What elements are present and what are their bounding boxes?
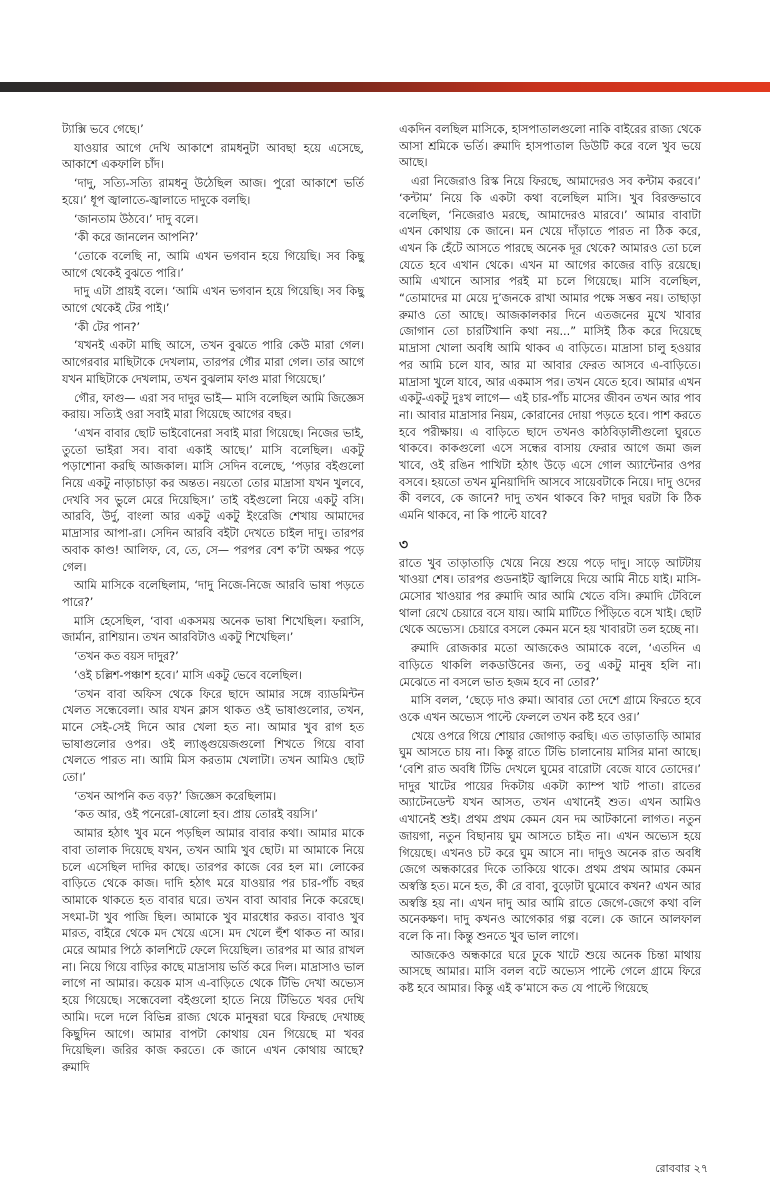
paragraph: ‘দাদু, সত্যি-সত্যি রামধনু উঠেছিল আজ। পুরো আকাশে ভর্তি হয়ে।’ ধূপ জ্বালাতে-জ্বালাতে দাদুকে বলছি।: [62, 177, 364, 207]
paragraph: খেয়ে ওপরে গিয়ে শোয়ার জোগাড় করছি। এত তাড়াতাড়ি আমার ঘুম আসতে চায় না। কিন্তু রাতে টিভি চালানোয় মাসির মানা আছে। ‘বেশি রাত অবধি টিভি দেখলে ঘুমের বারোটা বেজে যাবে তোদের।’ দাদুর খাটের পায়ের দিকটায় একটা ক্যাম্প খাট পাতা। রাতের অ্যাটেনডেন্ট যখন আসত, তখন এখানেই শুত। এখন আমিও এখানেই শুই। প্রথম প্রথম কেমন যেন দম আটকানো লাগত। নতুন জায়গা, নতুন বিছানায় ঘুম আসতে চাইত না। এখন অভ্যেস হয়ে গিয়েছে। এখনও চট করে ঘুম আসে না। দাদুও অনেক রাত অবধি জেগে অন্ধকারের দিকে তাকিয়ে থাকে। প্রথম প্রথম আমার কেমন অস্বস্তি হত। মনে হত, কী রে বাবা, বুড়োটা ঘুমোবে কখন? এখন আর অস্বস্তি হয় না। এখন দাদু আর আমি রাতে জেগে-জেগে কথা বলি অনেকক্ষণ। দাদু কখনও আগেকার গল্প বলে। কে জানে আলফাল বলে কি না। কিন্তু শুনতে খুব ভাল লাগে।: [399, 729, 701, 944]
paragraph: গৌর, ফাগু— এরা সব দাদুর ভাই— মাসি বলেছিল আমি জিজ্ঞেস করায়। সত্যিই ওরা সবাই মারা গিয়েছে আগের বছর।: [62, 391, 364, 422]
paragraph: ‘তখন বাবা অফিস থেকে ফিরে ছাদে আমার সঙ্গে ব্যাডমিন্টন খেলত সন্ধেবেলা। আর যখন ক্লাস থাকত ওই ভাষাগুলোর, তখন, মানে সেই-সেই দিনে আর খেলা হত না। আমার খুব রাগ হত ভাষাগুলোর ওপর। ওই ল্যাঙ্গুয়েজগুলো শিখতে গিয়ে বাবা খেলতে পারত না। আমি মিস করতাম খেলাটা। তখন আমিও ছোট তো।’: [62, 687, 364, 785]
paragraph: ‘কী টের পান?’: [74, 320, 141, 334]
paragraph: ‘তখন আপনি কত বড়?’ জিজ্ঞেস করেছিলাম।: [74, 789, 277, 803]
paragraph: ‘কত আর, ওই পনেরো-ষোলো হব। প্রায় তোরই বয়সি।’: [74, 808, 318, 822]
paragraph: এরা নিজেরাও রিস্ক নিয়ে ফিরছে, আমাদেরও সব কন্টাম করবে।’ ‘কন্টাম’ নিয়ে কি একটা কথা বলেছিল মাসি। খুব বিরক্তভাবে বলেছিল, ‘নিজেরাও মরছে, আমাদেরও মারবে।’ আমার বাবাটা এখন কোথায় কে জানে। মন খেয়ে দাঁড়াতে পারত না ঠিক করে, এখন কি হেঁটে আসতে পারছে অনেক দূর থেকে? আমারও তো চলে যেতে হবে এখান থেকে। এখন মা আগের কাজের বাড়ি রয়েছে। আমি এখানে আসার পরই মা চলে গিয়েছে। মাসি বলেছিল, “তোমাদের মা মেয়ে দু’জনকে রাখা আমার পক্ষে সম্ভব নয়। তাছাড়া রুমাও তো আছে। আজকালকার দিনে এতজনের মুখে খাবার জোগান তো চারটিখানি কথা নয়...” মাসিই ঠিক করে দিয়েছে মাদ্রাসা খোলা অবধি আমি থাকব এ বাড়িতে। মাদ্রাসা চালু হওয়ার পর আমি চলে যাব, আর মা আবার ফেরত আসবে এ-বাড়িতে। মাদ্রাসা খুলে যাবে, আর একমাস পর। তখন যেতে হবে। আমার এখন একটু-একটু দুঃখ লাগে— এই চার-পাঁচ মাসের জীবন তখন আর পাব না। আবার মাদ্রাসার নিয়ম, কোরানের দোয়া পড়তে হবে। পাশ করতে হবে পরীক্ষায়। এ বাড়িতে ছাদে তখনও কাঠবিড়ালীগুলো ঘুরতে থাকবে। কাকগুলো এসে সন্ধের বাসায় ফেরার আগে জমা জল খাবে, ওই রঙিন পাখিটা হঠাৎ উড়ে এসে গোল অ্যান্টেনার ওপর বসবে। হয়তো তখন মুনিয়াদিদি আসবে সায়েবটাকে নিয়ে। দাদু ওদের কী বলবে, কে জানে? দাদু তখন থাকবে কি? দাদুর ঘরটা কি ঠিক এমনি থাকবে, না কি পাল্টে যাবে?: [399, 175, 701, 523]
paragraph: আজকেও অন্ধকারে ঘরে ঢুকে খাটে শুয়ে অনেক চিন্তা মাথায় আসছে আমার। মাসি বলল বটে অভ্যেস পাল্টে গেলে গ্রামে ফিরে কষ্ট হবে আমার। কিন্তু এই ক’মাসে কত যে পাল্টে গিয়েছে: [399, 948, 701, 996]
paragraph: আমি মাসিকে বলেছিলাম, ‘দাদু নিজে-নিজে আরবি ভাষা পড়তে পারে?’: [62, 579, 364, 609]
paragraph: রুমাদি রোজকার মতো আজকেও আমাকে বলে, ‘এতদিন এ বাড়িতে থাকলি লকডাউনের জন্য, তবু একটু মানুষ হলি না। মেঝেতে না বসলে ভাত হজম হবে না তোর?’: [399, 642, 701, 689]
paragraph: দাদু এটা প্রায়ই বলে। ‘আমি এখন ভগবান হয়ে গিয়েছি। সব কিছু আগে থেকেই টের পাই।’: [62, 285, 364, 316]
section-number: ৩: [399, 536, 409, 553]
paragraph: ‘কী করে জানলেন আপনি?’: [74, 231, 199, 245]
paragraph: মাসি হেসেছিল, ‘বাবা একসময় অনেক ভাষা শিখেছিল। ফরাসি, জার্মান, রাশিয়ান। তখন আরবিটাও একটু শিখেছিল।’: [62, 614, 364, 645]
paragraph: ‘জানতাম উঠবে।’ দাদু বলে।: [74, 212, 199, 226]
paragraph: একদিন বলছিল মাসিকে, হাসপাতালগুলো নাকি বাইরের রাজ্য থেকে আসা শ্রমিকে ভর্তি। রুমাদি হাসপাতাল ডিউটি করে বলে খুব ভয়ে আছে।: [399, 123, 701, 170]
paragraph: আমার হঠাৎ খুব মনে পড়ছিল আমার বাবার কথা। আমার মাকে বাবা তালাক দিয়েছে যখন, তখন আমি খুব ছোট। মা আমাকে নিয়ে চলে এসেছিল দাদির কাছে। তারপর কাজে বের হল মা। লোকের বাড়িতে থেকে কাজ। দাদি হঠাৎ মরে যাওয়ার পর চার-পাঁচ বছর আমাকে থাকতে হত বাবার ঘরে। তখন বাবা আবার নিকে করেছে। সৎমা-টা খুব পাজি ছিল। আমাকে খুব মারধোর করত। বাবাও খুব মারত, বাইরে থেকে মদ খেয়ে এসে। মদ খেলে হুঁশ থাকত না আর। মেরে আমার পিঠে কালশিটে ফেলে দিয়েছিল। তারপর মা আর রাখল না। নিয়ে গিয়ে বাড়ির কাছে মাদ্রাসায় ভর্তি করে দিল। মাদ্রাসাও ভাল লাগে না আমার। কয়েক মাস এ-বাড়িতে থেকে টিভি দেখা অভ্যেস হয়ে গিয়েছে। সন্ধেবেলা বইগুলো হাতে নিয়ে টিভিতে খবর দেখি আমি। দলে দলে বিভিন্ন রাজ্য থেকে মানুষরা ঘরে ফিরছে দেখাচ্ছ কিছুদিন আগে। আমার বাপটা কোথায় যেন গিয়েছে মা খবর দিয়েছিল। জরির কাজ করতে। কে জানে এখন কোথায় আছে? রুমাদি: [62, 827, 364, 1074]
paragraph: ‘তোকে বলেছি না, আমি এখন ভগবান হয়ে গিয়েছি। সব কিছু আগে থেকেই বুঝতে পারি।’: [62, 249, 364, 280]
left-text-column: [62, 122, 364, 1079]
paragraph: মাসি বলল, ‘ছেড়ে দাও রুমা। আবার তো দেশে গ্রামে ফিরতে হবে ওকে এখন অভ্যেস পাল্টে ফেললে তখন কষ্ট হবে ওর।’: [399, 694, 701, 724]
page-footer: রোববার ২৭: [655, 1162, 708, 1175]
right-text-column: [399, 122, 701, 1000]
paragraph: ‘তখন কত বয়স দাদুর?’: [74, 650, 179, 664]
header-accent-bar: [0, 82, 770, 92]
paragraph: রাতে খুব তাড়াতাড়ি খেয়ে নিয়ে শুয়ে পড়ে দাদু। সাড়ে আটটায় খাওয়া শেষ। তারপর গুডনাইট জ্বালিয়ে দিয়ে আমি নীচে যাই। মাসি-মেসোর খাওয়ার পর রুমাদি আর আমি খেতে বসি। রুমাদি টেবিলে থালা রেখে চেয়ারে বসে যায়। আমি মাটিতে পিঁড়িতে বসে খাই। ছোট থেকে অভ্যেস। চেয়ারে বসলে কেমন মনে হয় খাবারটা তল হচ্ছে না।: [399, 556, 701, 637]
paragraph: ‘এখন বাবার ছোট ভাইবোনেরা সবাই মারা গিয়েছে। নিজের ভাই, তুতো ভাইরা সব। বাবা একাই আছে।’ মাসি বলেছিল। একটু পড়াশোনা করছি আজকাল। মাসি সেদিন বলেছে, ‘পড়ার বইগুলো নিয়ে একটু নাড়াচাড়া কর অন্তত। নয়তো তোর মাদ্রাসা যখন খুলবে, দেখবি সব ভুলে মেরে দিয়েছিস।’ তাই বইগুলো নিয়ে একটু বসি। আরবি, উর্দু, বাংলা আর একটু একটু ইংরেজি শেখায় আমাদের মাদ্রাসার আপা-রা। সেদিন আরবি বইটা দেখতে চাইল দাদু। তারপর অবাক কাণ্ড! আলিফ, বে, তে, সে— পরপর বেশ ক’টা অক্ষর পড়ে গেল।: [62, 426, 364, 574]
paragraph: ‘ওই চল্লিশ-পঞ্চাশ হবে।’ মাসি একটু ভেবে বলেছিল।: [74, 668, 302, 682]
paragraph: ‘যখনই একটা মাছি আসে, তখন বুঝতে পারি কেউ মারা গেল। আগেরবার মাছিটাকে দেখলাম, তারপর গৌর মারা গেল। তার আগে যখন মাছিটাকে দেখলাম, তখন বুঝলাম ফাগু মারা গিয়েছে।’: [62, 339, 364, 386]
paragraph: ট্যাক্সি ভবে গেছে।’: [62, 123, 144, 136]
paragraph: যাওয়ার আগে দেখি আকাশে রামধনুটা আবছা হয়ে এসেছে, আকাশে একফালি চাঁদ।: [62, 141, 364, 172]
